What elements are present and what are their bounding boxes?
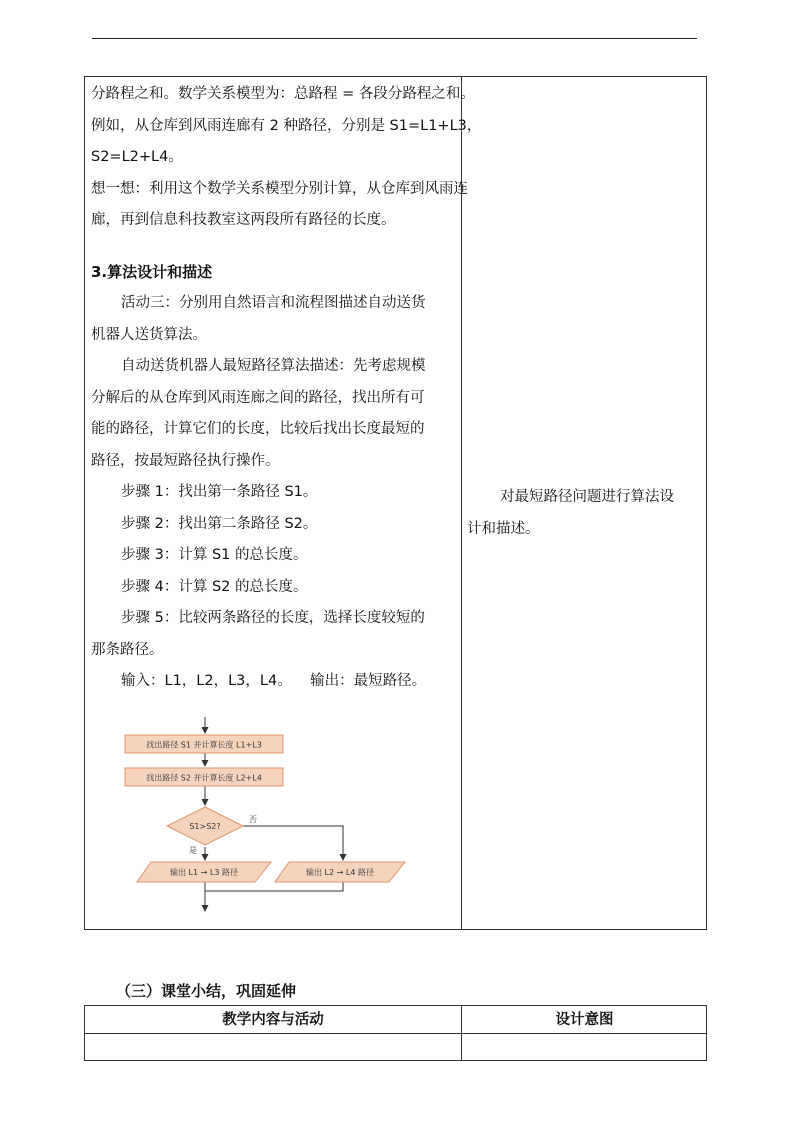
text-line: 分解后的从仓库到风雨连廊之间的路径，找出所有可 <box>91 389 425 406</box>
process-box-2-label: 找出路径 S2 并计算长度 L2+L4 <box>146 773 262 783</box>
decision-label: S1>S2? <box>189 822 221 831</box>
text-line: 分路程之和。数学关系模型为：总路程 = 各段分路程之和。 <box>91 86 475 102</box>
step-line: 步骤 3：计算 S1 的总长度。 <box>121 547 308 563</box>
text-line: 廊，再到信息科技教室这两段所有路径的长度。 <box>91 212 396 228</box>
io-line: 输入：L1，L2，L3，L4。 输出：最短路径。 <box>121 673 427 689</box>
text-line: 对最短路径问题进行算法设 <box>500 489 674 505</box>
flowchart-svg <box>123 715 423 915</box>
text-line: 路径，按最短路径执行操作。 <box>91 452 280 469</box>
design-intent-cell <box>467 482 701 545</box>
yes-label: 是 <box>189 846 197 855</box>
process-box-1-label: 找出路径 S1 并计算长度 L1+L3 <box>146 740 262 750</box>
column-header-content: 教学内容与活动 <box>222 1012 324 1028</box>
summary-table <box>84 1005 707 1061</box>
output-left-label: 输出 L1 → L3 路径 <box>170 868 238 877</box>
lesson-table <box>84 76 707 930</box>
no-label: 否 <box>249 815 257 824</box>
spacer <box>91 237 453 257</box>
section-heading: 3.算法设计和描述 <box>91 262 213 281</box>
section-title: （三）课堂小结，巩固延伸 <box>116 982 297 1000</box>
text-line: 活动三：分别用自然语言和流程图描述自动送货 <box>121 295 426 311</box>
column-header-intent: 设计意图 <box>555 1012 614 1028</box>
text-line: 能的路径，计算它们的长度，比较后找出长度最短的 <box>91 421 425 437</box>
step-line: 步骤 2：找出第二条路径 S2。 <box>121 515 318 532</box>
step-line: 步骤 4：计算 S2 的总长度。 <box>121 578 308 595</box>
flow-arrow <box>243 826 343 860</box>
flow-line <box>205 882 343 891</box>
output-right-label: 输出 L2 → L4 路径 <box>306 868 374 877</box>
text-line: 那条路径。 <box>91 641 164 658</box>
text-line: 想一想：利用这个数学关系模型分别计算，从仓库到风雨连 <box>91 180 468 197</box>
flowchart <box>123 715 423 919</box>
step-line: 步骤 1：找出第一条路径 S1。 <box>121 484 318 500</box>
text-line: 计和描述。 <box>467 520 540 537</box>
header-rule <box>92 38 697 39</box>
step-line: 步骤 5：比较两条路径的长度，选择长度较短的 <box>121 610 425 626</box>
text-line: S2=L2+L4。 <box>91 149 183 165</box>
text-line: 自动送货机器人最短路径算法描述：先考虑规模 <box>121 358 426 374</box>
teaching-content-cell <box>91 79 482 698</box>
text-line: 机器人送货算法。 <box>91 326 207 343</box>
table-column-divider <box>461 77 462 929</box>
text-line: 例如，从仓库到风雨连廊有 2 种路径，分别是 S1=L1+L3， <box>91 117 482 134</box>
